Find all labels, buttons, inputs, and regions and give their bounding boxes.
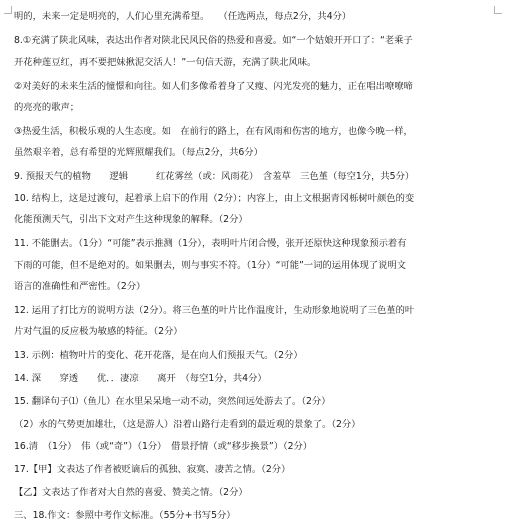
- crop-mark-top-right: [494, 6, 502, 14]
- answer-line: 片对气温的反应极为敏感的特征。（2分）: [14, 326, 183, 337]
- answer-line: （2）水的气势更加雄壮，（这是游人）沿着山路行走看到的最近观的景象了。（2分）: [14, 419, 361, 430]
- answer-line: 语言的准确性和严密性。（2分）: [14, 281, 146, 292]
- answer-line: 16.清 （1分） 伟（或“奇”）（1分） 借景抒情（或“移步换景”）（2分）: [14, 441, 313, 452]
- answer-line: 17.【甲】文表达了作者被贬谪后的孤独、寂寞、凄苦之情。（2分）: [14, 464, 291, 475]
- answer-line: 10. 结构上，这是过渡句，起着承上启下的作用（2分）；内容上，由上文根据青冈栎树叶颜色的变: [14, 193, 415, 204]
- answer-line: 13. 示例：植物叶片的变化、花开花落，是在向人们预报天气。（2分）: [14, 350, 303, 361]
- crop-mark-top-left: [4, 6, 12, 14]
- answer-line: 9. 预报天气的植物 逻辑 红花雾丝（或：风雨花） 含羞草 三色堇（每空1分，共5分）: [14, 171, 415, 182]
- answer-line: 【乙】文表达了作者对大自然的喜爱、赞美之情。（2分）: [14, 487, 248, 498]
- answer-line: 11. 不能删去。（1分）“可能”表示推测（1分），表明叶片闭合慢，张开还原快这种现象预示着有: [14, 238, 407, 249]
- answer-line: 化能预测天气，引出下文对产生这种现象的解释。（2分）: [14, 214, 248, 225]
- answer-line: 三、18.作文：参照中考作文标准。（55分+书写5分）: [14, 510, 236, 521]
- answer-line: ②对美好的未来生活的憧憬和向往。如人们多像希着身了又瘦、闪光发亮的魅力，正在唱出嘹嘹啼: [14, 81, 413, 92]
- answer-line: 下雨的可能，但不是绝对的。如果删去，则与事实不符。（1分）“可能”一词的运用体现了说明文: [14, 260, 407, 271]
- answer-line: 15. 翻译句子⑴（鱼儿）在水里呆呆地一动不动，突然间远处游去了。（2分）: [14, 396, 331, 407]
- answer-line: 的亮亮的歌声；: [14, 102, 80, 113]
- answer-line: 12. 运用了打比方的说明方法（2分）。将三色堇的叶片比作温度计，生动形象地说明了三色堇的叶: [14, 305, 415, 316]
- answer-line: 开花种莲豆红，再不要把妹揪泥交活人！”一句信天游，充满了陕北风味。: [14, 57, 317, 68]
- answer-line: 14. 深 穿透 优．．凄凉 离开 （每空1分，共4分）: [14, 373, 267, 384]
- answer-line: 明的，未来一定是明亮的，人们心里充满希望。 （任选两点，每点2分，共4分）: [14, 11, 352, 22]
- answer-line: ③热爱生活，积极乐观的人生态度。如 在前行的路上，在有风雨和伤害的地方，也像今晚一样，: [14, 126, 413, 137]
- answer-line: 8.①充满了陕北风味，表达出作者对陕北民风民俗的热爱和喜爱。如“一个姑娘开开口了：“老乘子: [14, 35, 413, 46]
- answer-line: 虽然艰辛着，总有希望的光辉照耀我们。（每点2分，共6分）: [14, 147, 263, 158]
